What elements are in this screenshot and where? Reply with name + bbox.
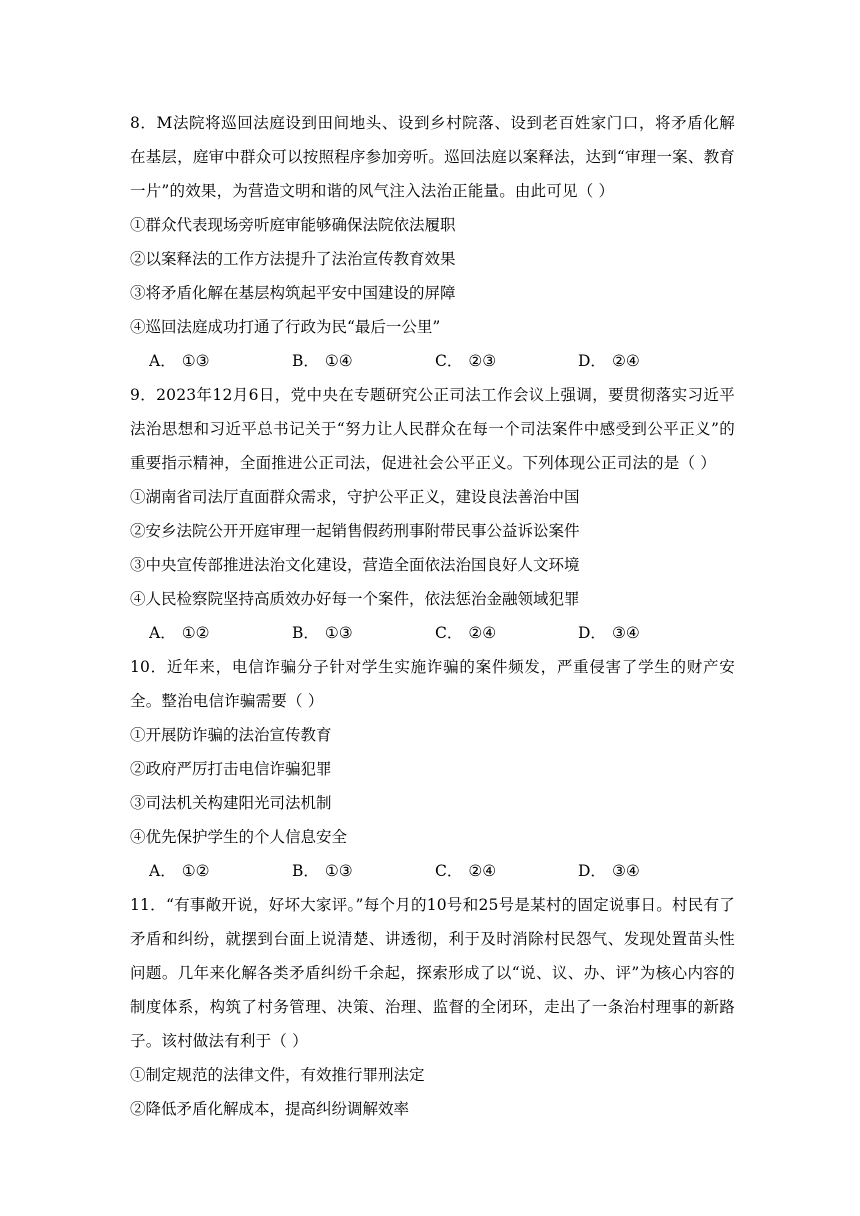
statement: ④优先保护学生的个人信息安全 bbox=[130, 828, 348, 846]
statement: ④人民检察院坚持高质效办好每一个案件，依法惩治金融领域犯罪 bbox=[130, 590, 580, 608]
statement: ①群众代表现场旁听庭审能够确保法院依法履职 bbox=[130, 216, 456, 234]
question-list bbox=[130, 106, 735, 1126]
choice-a[interactable]: A． ①③ bbox=[149, 352, 210, 370]
choice-a[interactable]: A． ①② bbox=[149, 624, 210, 642]
question-stem: 11．“有事敞开说，好坏大家评。”每个月的10号和25号是某村的固定说事日。村民有了矛盾和纠纷，就摆到台面上说清楚、讲透彻，利于及时消除村民怨气、发现处置苗头性问题。几年来化解各类矛盾纠纷千余起，探索形成了以“说、议、办、评”为核心内容的制度体系，构筑了村务管理、决策、治理、监督的全闭环，走出了一条治村理事的新路子。该村做法有利于（ ） bbox=[130, 896, 735, 1050]
statement: ②降低矛盾化解成本，提高纠纷调解效率 bbox=[130, 1100, 410, 1118]
answer-choices bbox=[130, 616, 735, 650]
answer-choices bbox=[130, 344, 735, 378]
choice-b[interactable]: B． ①④ bbox=[292, 352, 353, 370]
question-10 bbox=[130, 650, 735, 888]
choice-d[interactable]: D． ③④ bbox=[578, 862, 640, 880]
choice-b[interactable]: B． ①③ bbox=[292, 624, 353, 642]
statement: ③将矛盾化解在基层构筑起平安中国建设的屏障 bbox=[130, 284, 456, 302]
question-stem: 8．M法院将巡回法庭设到田间地头、设到乡村院落、设到老百姓家门口，将矛盾化解在基层，庭审中群众可以按照程序参加旁听。巡回法庭以案释法，达到“审理一案、教育一片”的效果，为营造文明和谐的风气注入法治正能量。由此可见（ ） bbox=[130, 114, 735, 200]
choice-c[interactable]: C． ②③ bbox=[435, 352, 497, 370]
choice-d[interactable]: D． ③④ bbox=[578, 624, 640, 642]
statement: ②政府严厉打击电信诈骗犯罪 bbox=[130, 760, 332, 778]
choice-d[interactable]: D． ②④ bbox=[578, 352, 640, 370]
statement: ①开展防诈骗的法治宣传教育 bbox=[130, 726, 332, 744]
question-8 bbox=[130, 106, 735, 378]
statement: ④巡回法庭成功打通了行政为民“最后一公里” bbox=[130, 318, 441, 336]
statement: ①湖南省司法厅直面群众需求，守护公平正义，建设良法善治中国 bbox=[130, 488, 580, 506]
question-stem: 9．2023年12月6日，党中央在专题研究公正司法工作会议上强调，要贯彻落实习近平法治思想和习近平总书记关于“努力让人民群众在每一个司法案件中感受到公平正义”的重要指示精神，全面推进公正司法，促进社会公平正义。下列体现公正司法的是（ ） bbox=[130, 386, 735, 472]
question-stem: 10．近年来，电信诈骗分子针对学生实施诈骗的案件频发，严重侵害了学生的财产安全。整治电信诈骗需要（ ） bbox=[130, 658, 735, 710]
answer-choices bbox=[130, 854, 735, 888]
statement: ③司法机关构建阳光司法机制 bbox=[130, 794, 332, 812]
statement: ②安乡法院公开开庭审理一起销售假药刑事附带民事公益诉讼案件 bbox=[130, 522, 580, 540]
choice-b[interactable]: B． ①③ bbox=[292, 862, 353, 880]
choice-a[interactable]: A． ①② bbox=[149, 862, 210, 880]
question-9 bbox=[130, 378, 735, 650]
choice-c[interactable]: C． ②④ bbox=[435, 624, 497, 642]
question-11 bbox=[130, 888, 735, 1126]
statement: ③中央宣传部推进法治文化建设，营造全面依法治国良好人文环境 bbox=[130, 556, 580, 574]
choice-c[interactable]: C． ②④ bbox=[435, 862, 497, 880]
statement: ①制定规范的法律文件，有效推行罪刑法定 bbox=[130, 1066, 425, 1084]
statement: ②以案释法的工作方法提升了法治宣传教育效果 bbox=[130, 250, 456, 268]
